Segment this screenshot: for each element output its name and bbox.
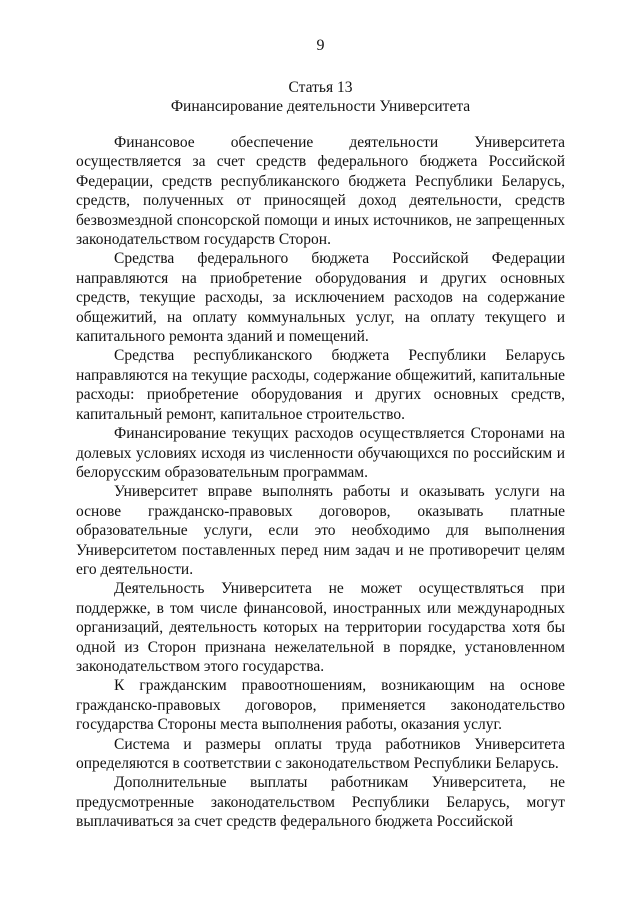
paragraph-additional-payments: Дополнительные выплаты работникам Университета, не предусмотренные законодательством Республики Беларусь, могут выплачиваться за счет средств федерального бюджета Российской xyxy=(76,774,565,831)
article-title: Финансирование деятельности Университета xyxy=(170,98,471,115)
paragraph-russian-budget: Средства федерального бюджета Российской Федерации направляются на приобретение оборудования и других основных средств, текущие расходы, за исключением расходов на содержание общежитий, на оплату коммунальных услуг, на оплату текущего и капитального ремонта зданий и помещений. xyxy=(76,250,565,346)
paragraph-belarus-budget: Средства республиканского бюджета Республики Беларусь направляются на текущие расходы, содержание общежитий, капитальные расходы: приобретение оборудования и других основных средств, капитальный ремонт, капитальное строительство. xyxy=(76,347,565,423)
paragraph-current-expenses: Финансирование текущих расходов осуществляется Сторонами на долевых условиях исходя из численности обучающихся по российским и белорусским образовательным программам. xyxy=(76,425,565,481)
paragraph-remuneration: Система и размеры оплаты труда работников Университета определяются в соответствии с законодательством Республики Беларусь. xyxy=(76,735,565,772)
paragraph-civil-law: К гражданским правоотношениям, возникающим на основе гражданско-правовых договоров, применяется законодательство государства Стороны места выполнения работы, оказания услуг. xyxy=(76,677,565,734)
page-number: 9 xyxy=(316,37,325,54)
paragraph-paid-services: Университет вправе выполнять работы и оказывать услуги на основе гражданско-правовых договоров, оказывать платные образовательные услуги, если это необходимо для выполнения Университетом поставленных перед ним задач и не противоречит целям его деятельности. xyxy=(76,483,565,578)
paragraph-foreign-support: Деятельность Университета не может осуществляться при поддержке, в том числе финансовой, иностранных или международных организаций, деятельность которых на территории государства хотя бы одной из Сторон признана нежелательной в порядке, установленном законодательством этого государства. xyxy=(76,580,565,675)
paragraph-funding-sources: Финансовое обеспечение деятельности Университета осуществляется за счет средств федерального бюджета Российской Федерации, средств республиканского бюджета Республики Беларусь, средств, полученных от приносящей доход деятельности, средств безвозмездной спонсорской помощи и иных источников, не запрещенных законодательством государств Сторон. xyxy=(76,134,565,249)
article-heading: Статья 13 xyxy=(288,79,353,96)
document-page xyxy=(76,36,565,832)
